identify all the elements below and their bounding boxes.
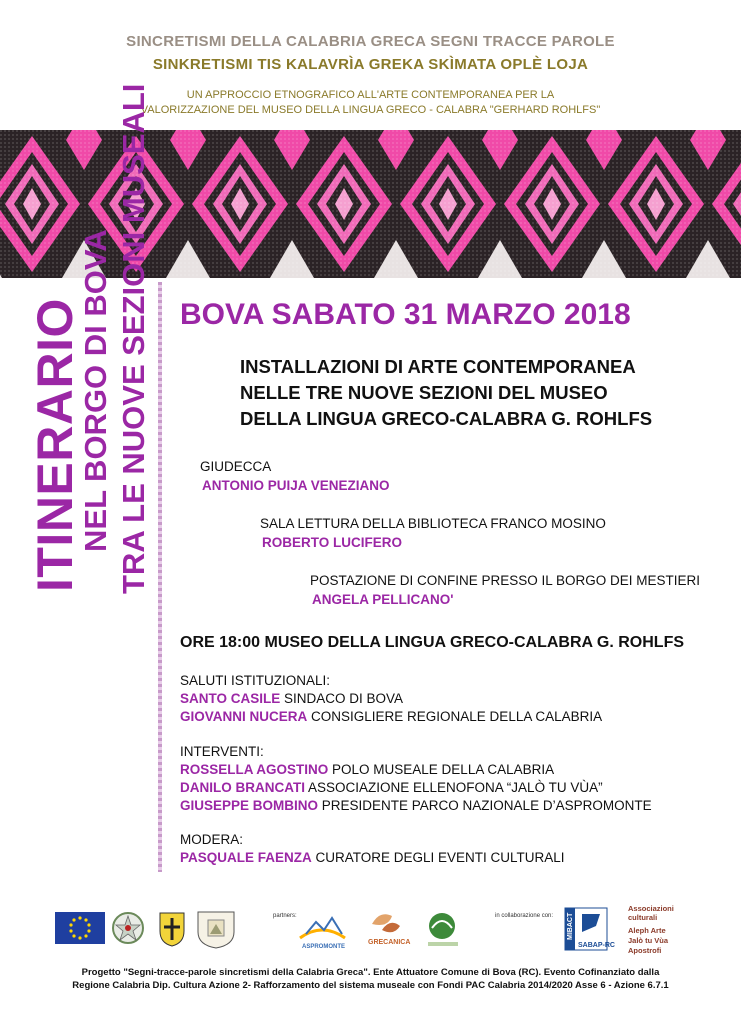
saluti-row-2: [180, 709, 602, 724]
vertical-title-borgo: NEL BORGO DI BOVA: [78, 229, 113, 552]
association-aleph: Aleph Arte: [628, 926, 666, 935]
event-time-location: ORE 18:00 MUSEO DELLA LINGUA GRECO-CALABRA G. ROHLFS: [180, 634, 685, 651]
speaker-role: CONSIGLIERE REGIONALE DELLA CALABRIA: [307, 709, 603, 724]
modera-row: [180, 850, 565, 865]
installation-line-2: NELLE TRE NUOVE SEZIONI DEL MUSEO: [240, 382, 608, 403]
associations-title: Associazioni culturali: [628, 904, 674, 922]
speaker-role: PRESIDENTE PARCO NAZIONALE D’ASPROMONTE: [318, 798, 652, 813]
eu-flag-icon: [55, 912, 105, 944]
installation-line-1: INSTALLAZIONI DI ARTE CONTEMPORANEA: [240, 356, 636, 377]
venue-place-3: POSTAZIONE DI CONFINE PRESSO IL BORGO DEI MESTIERI: [310, 573, 701, 588]
association-jalo: Jalò tu Vùa: [628, 936, 669, 945]
header-subtitle-line2: VALORIZZAZIONE DEL MUSEO DELLA LINGUA GRECO - CALABRA "GERHARD ROHLFS": [140, 104, 601, 116]
interventi-label: INTERVENTI:: [180, 744, 264, 759]
footer-line-1: Progetto "Segni-tracce-parole sincretismi della Calabria Greca". Ente Attuatore Comune di Bova (RC). Evento Cofinanziato dalla: [81, 967, 660, 978]
grecanica-label: GRECANICA: [368, 939, 411, 946]
collab-label: in collaborazione con:: [495, 913, 554, 919]
speaker-name: SANTO CASILE: [180, 691, 281, 706]
speaker-role: ASSOCIAZIONE ELLENOFONA “JALÒ TU VÙA”: [305, 780, 603, 795]
venue-artist-2: ROBERTO LUCIFERO: [262, 535, 403, 550]
vertical-title-itinerario: ITINERARIO: [27, 298, 83, 592]
sabap-logo: [565, 908, 615, 950]
italian-emblem-icon: [113, 913, 143, 943]
venue-place-2: SALA LETTURA DELLA BIBLIOTECA FRANCO MOSINO: [260, 516, 606, 531]
mibact-label: MIBACT: [567, 912, 574, 940]
speaker-role: SINDACO DI BOVA: [280, 691, 404, 706]
association-apostrofi: Apostrofi: [628, 946, 662, 955]
header-subtitle-line1: UN APPROCCIO ETNOGRAFICO ALL'ARTE CONTEMPORANEA PER LA: [186, 89, 555, 101]
partners-label: partners:: [273, 913, 297, 919]
aspromonte-label: ASPROMONTE: [302, 944, 346, 950]
header-title-italian: SINCRETISMI DELLA CALABRIA GRECA SEGNI TRACCE PAROLE: [126, 33, 615, 50]
sabap-label: SABAP-RC: [578, 942, 615, 949]
vertical-divider: [158, 282, 162, 872]
interventi-row-2: [180, 780, 603, 795]
speaker-name: PASQUALE FAENZA: [180, 850, 312, 865]
aspromonte-park-logo: [300, 918, 345, 950]
venue-place-1: GIUDECCA: [200, 459, 272, 474]
bova-town-shield-icon: [198, 912, 234, 948]
vertical-title-sezioni: TRA LE NUOVE SEZIONI MUSEALI: [116, 83, 151, 594]
saluti-row-1: [180, 691, 403, 706]
sponsor-logos-strip: [0, 900, 741, 960]
interventi-row-3: [180, 798, 652, 813]
grecanica-logo: [368, 914, 410, 946]
calabria-region-shield-icon: [160, 913, 184, 946]
header-title-greek: SINKRETISMI TIS KALAVRÌA GREKA SKÌMATA OPLÈ LOJA: [152, 56, 589, 73]
event-date: BOVA SABATO 31 MARZO 2018: [180, 298, 631, 331]
footer-line-2: Regione Calabria Dip. Cultura Azione 2- Rafforzamento del sistema museale con Fondi PAC Calabria 2014/2020 Asse 6 - Azione 6.7.1: [72, 980, 669, 991]
header-subtitle: [0, 88, 741, 118]
green-circle-logo: [428, 913, 458, 946]
saluti-label: SALUTI ISTITUZIONALI:: [180, 673, 331, 688]
speaker-name: DANILO BRANCATI: [180, 780, 305, 795]
speaker-name: GIUSEPPE BOMBINO: [180, 798, 319, 813]
modera-label: MODERA:: [180, 832, 244, 847]
speaker-role: CURATORE DEGLI EVENTI CULTURALI: [311, 850, 565, 865]
installation-line-3: DELLA LINGUA GRECO-CALABRA G. ROHLFS: [240, 408, 653, 429]
speaker-name: GIOVANNI NUCERA: [180, 709, 308, 724]
venue-artist-3: ANGELA PELLICANO': [312, 592, 454, 607]
interventi-row-1: [180, 762, 554, 777]
speaker-role: POLO MUSEALE DELLA CALABRIA: [328, 762, 555, 777]
venue-artist-1: ANTONIO PUIJA VENEZIANO: [202, 478, 390, 493]
footer-credits: [0, 966, 741, 992]
speaker-name: ROSSELLA AGOSTINO: [180, 762, 329, 777]
